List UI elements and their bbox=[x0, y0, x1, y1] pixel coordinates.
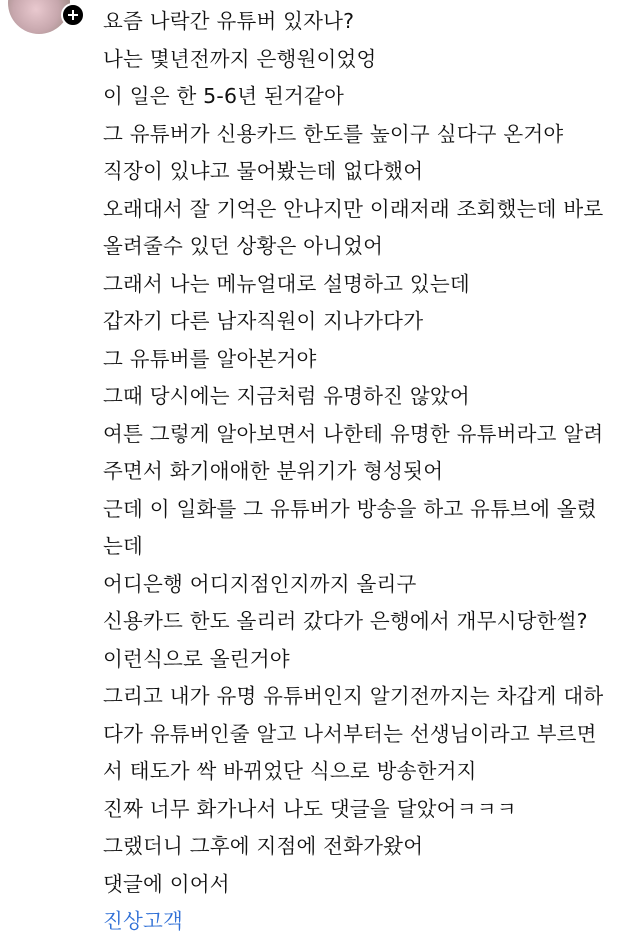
comment-line: 그 유튜버가 신용카드 한도를 높이구 싶다구 온거야 bbox=[103, 121, 564, 146]
comment-line: 직장이 있냐고 물어봤는데 없다했어 bbox=[103, 159, 424, 183]
comment-line: 어디은행 어디지점인지까지 올리구 bbox=[103, 571, 417, 596]
comment-line: 그래서 나는 메뉴얼대로 설명하고 있는데 bbox=[103, 271, 470, 296]
comment-line: 는데 bbox=[103, 534, 144, 558]
comment-line: 이런식으로 올린거야 bbox=[103, 646, 290, 671]
comment-line: 그때 당시에는 지금처럼 유명하진 않았어 bbox=[103, 384, 470, 408]
comment-line: 이 일은 한 5-6년 된거같아 bbox=[103, 84, 344, 108]
comment-line: 그랬더니 그후에 지점에 전화가왔어 bbox=[103, 834, 424, 858]
comment-line: 진짜 너무 화가나서 나도 댓글을 달았어ㅋㅋㅋ bbox=[103, 796, 517, 821]
hashtag-link[interactable]: 진상고객 bbox=[103, 909, 184, 933]
plus-icon[interactable] bbox=[61, 3, 85, 27]
comment-line: 여튼 그렇게 알아보면서 나한테 유명한 유튜버라고 알려 bbox=[103, 421, 604, 446]
comment-line: 올려줄수 있던 상황은 아니었어 bbox=[103, 234, 384, 258]
comment-line: 그 유튜버를 알아본거야 bbox=[103, 346, 317, 371]
comment-line: 나는 몇년전까지 은행원이었엉 bbox=[103, 46, 377, 71]
comment-line: 갑자기 다른 남자직원이 지나가다가 bbox=[103, 309, 424, 333]
comment-line: 오래대서 잘 기억은 안나지만 이래저래 조회했는데 바로 bbox=[103, 196, 604, 221]
comment-line: 댓글에 이어서 bbox=[103, 871, 230, 896]
comment-line: 다가 유튜버인줄 알고 나서부터는 선생님이라고 부르면 bbox=[103, 721, 597, 746]
comment-body bbox=[103, 3, 635, 941]
avatar-area bbox=[0, 0, 82, 40]
comment-line: 근데 이 일화를 그 유튜버가 방송을 하고 유튜브에 올렸 bbox=[103, 496, 597, 521]
comment-line: 요즘 나락간 유튜버 있자나? bbox=[103, 9, 355, 33]
comment-line: 신용카드 한도 올리러 갔다가 은행에서 개무시당한썰? bbox=[103, 609, 588, 633]
comment-line: 그리고 내가 유명 유튜버인지 알기전까지는 차갑게 대하 bbox=[103, 684, 604, 708]
comment-line: 주면서 화기애애한 분위기가 형성됫어 bbox=[103, 459, 444, 483]
comment-line: 서 태도가 싹 바뀌었단 식으로 방송한거지 bbox=[103, 759, 477, 783]
